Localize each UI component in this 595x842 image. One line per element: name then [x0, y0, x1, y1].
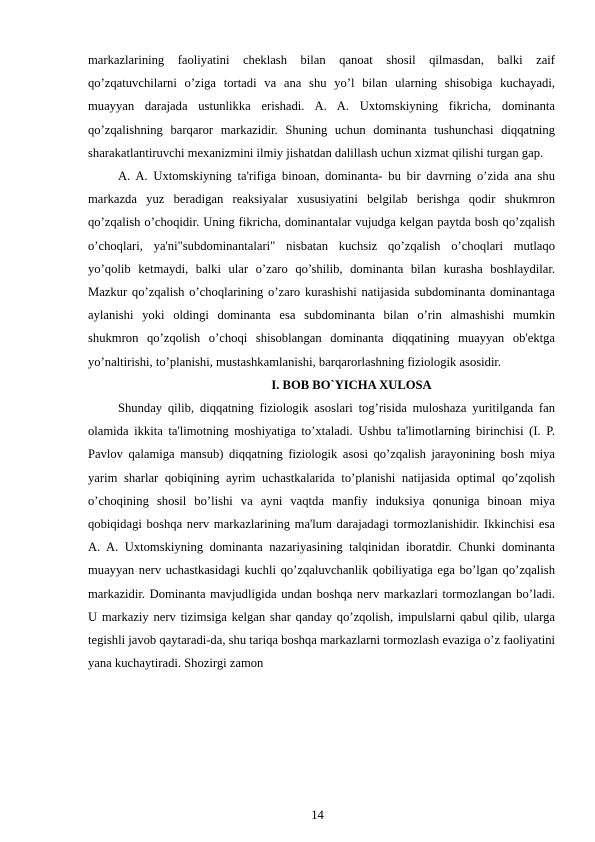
body-paragraph-2: A. A. Uxtomskiyning ta'rifiga binoan, dominanta- bu bir davrning o’zida ana shu markazda yuz beradigan reaksiyalar xususiyatini belgilab berishga qodir shukmron qo’zqalish o’choqidir. Uning fikricha, dominantalar vujudga kelgan paytda bosh qo’zqalish o’choqlari, ya'ni"subdominantalari" nisbatan kuchsiz qo’zqalish o’choqlari mutlaqo yo’qolib ketmaydi, balki ular o’zaro qo’shilib, dominanta bilan kurasha boshlaydilar. Mazkur qo’zqalish o’choqlarining o’zaro kurashishi natijasida subdominanta dominantaga aylanishi yoki oldingi dominanta esa subdominanta bilan o’rin almashishi mumkin shukmron qo’zqolish o’choqi shisoblangan dominanta diqqatining muayyan ob'ektga yo’naltirishi, to’planishi, mustashkamlanishi, barqarorlashning fiziologik asosidir. [88, 169, 555, 369]
section-heading: I. BOB BO`YICHA XULOSA [271, 377, 432, 392]
body-paragraph-3: Shunday qilib, diqqatning fiziologik asoslari tog’risida muloshaza yuritilganda fan olamida ikkita ta'limotning moshiyatiga to’xtaladi. Ushbu ta'limotlarning birinchisi (I. P. Pavlov qalamiga mansub) diqqatning fiziologik asosi qo’zqalish jarayonining bosh miya yarim sharlar qobiqining ayrim uchastkalarida to’planishi natijasida optimal qo’zqolish o’choqining shosil bo’lishi va ayni vaqtda manfiy induksiya qonuniga binoan miya qobiqidagi boshqa nerv markazlarining ma'lum darajadagi tormozlanishidir. Ikkinchisi esa A. A. Uxtomskiyning dominanta nazariyasining talqinidan iboratdir. Chunki dominanta muayyan nerv uchastkasidagi kuchli qo’zqaluvchanlik qobiliyatiga ega bo’lgan qo’zqalish markazidir. Dominanta mavjudligida undan boshqa nerv markazlari tormozlangan bo’ladi. U markaziy nerv tizimsiga kelgan shar qanday qo’zqolish, impulslarni qabul qilib, ularga tegishli javob qaytaradi-da, shu tariqa boshqa markazlarni tormozlash evaziga o’z faoliyatini yana kuchaytiradi. Shozirgi zamon [88, 401, 555, 671]
page-number: 14 [311, 808, 324, 822]
body-paragraph-1: markazlarining faoliyatini cheklash bilan qanoat shosil qilmasdan, balki zaif qo’zqatuvchilarni o’ziga tortadi va ana shu yo’l bilan ularning shisobiga kuchayadi, muayyan darajada ustunlikka erishadi. A. A. Uxtomskiyning fikricha, dominanta qo’zqalishning barqaror markazidir. Shuning uchun dominanta tushunchasi diqqatning sharakatlantiruvchi mexanizmini ilmiy jishatdan dalillash uchun xizmat qilishi turgan gap. [88, 53, 555, 160]
document-page [88, 49, 555, 675]
